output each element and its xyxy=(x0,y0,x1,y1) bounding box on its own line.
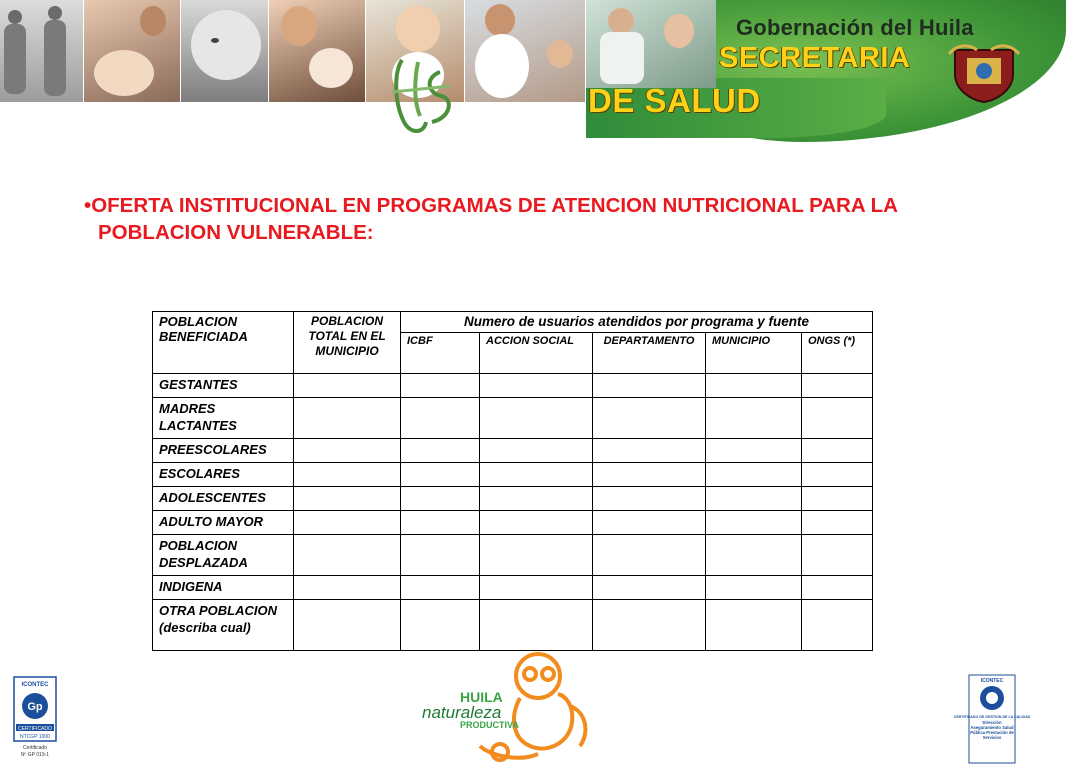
banner-photo xyxy=(586,0,716,88)
table-cell xyxy=(802,374,873,398)
cert-left-cert: Certificado xyxy=(23,745,47,751)
population-table xyxy=(152,311,873,651)
cert-left-label: CERTIFICADO xyxy=(18,726,52,732)
table-row xyxy=(153,511,873,535)
header-poblacion-beneficiada: POBLACION BENEFICIADA xyxy=(153,312,294,374)
table-cell xyxy=(706,398,802,439)
table-cell xyxy=(294,576,401,600)
huila-logo-line2: naturaleza xyxy=(422,703,502,722)
row-label: ADULTO MAYOR xyxy=(153,511,294,535)
cert-right-detail: Dirección Aseguramiento Salud Pública Prestación de Servicios xyxy=(970,720,1014,740)
row-label: ADOLESCENTES xyxy=(153,487,294,511)
subheader-departamento: DEPARTAMENTO xyxy=(593,333,706,374)
row-label: MADRES LACTANTES xyxy=(153,398,294,439)
table-cell xyxy=(802,600,873,651)
table-cell xyxy=(706,576,802,600)
banner-gobernacion-text: Gobernación del Huila xyxy=(736,15,974,40)
table-cell xyxy=(480,511,593,535)
cert-left-brand: ICONTEC xyxy=(21,682,49,688)
table-row xyxy=(153,535,873,576)
cert-right-label: CERTIFICADO DE GESTION DE LA CALIDAD xyxy=(953,715,1031,719)
subheader-ongs: ONGS (*) xyxy=(802,333,873,374)
table-cell xyxy=(802,511,873,535)
heading-line-1: OFERTA INSTITUCIONAL EN PROGRAMAS DE ATENCION NUTRICIONAL PARA LA xyxy=(91,194,898,217)
heading-bullet: • xyxy=(84,194,92,217)
cert-left-code: NTCGP 1000 xyxy=(20,734,50,740)
table-cell xyxy=(294,439,401,463)
table-cell xyxy=(802,463,873,487)
table-cell xyxy=(480,535,593,576)
table-cell xyxy=(706,374,802,398)
table-cell xyxy=(593,439,706,463)
table-cell xyxy=(294,535,401,576)
coat-of-arms-icon xyxy=(947,40,1021,104)
table-cell xyxy=(480,374,593,398)
table-cell xyxy=(401,439,480,463)
table-cell xyxy=(593,600,706,651)
table-cell xyxy=(706,487,802,511)
table-row xyxy=(153,600,873,651)
row-label: INDIGENA xyxy=(153,576,294,600)
table-cell xyxy=(294,487,401,511)
heading-line-2: POBLACION VULNERABLE: xyxy=(98,221,374,244)
cert-left-num: Nº GP 019-1 xyxy=(20,752,50,758)
table-cell xyxy=(401,576,480,600)
header-photo-nurse xyxy=(465,0,585,102)
row-label: GESTANTES xyxy=(153,374,294,398)
header-usuarios-atendidos: Numero de usuarios atendidos por programa y fuente xyxy=(401,312,873,333)
huila-logo-line1: HUILA xyxy=(460,689,503,705)
table-cell xyxy=(802,398,873,439)
table-cell xyxy=(706,511,802,535)
svg-text:Gp: Gp xyxy=(27,701,43,713)
table-cell xyxy=(401,511,480,535)
table-cell xyxy=(706,463,802,487)
cert-right-brand: ICONTEC xyxy=(980,678,1004,684)
table-cell xyxy=(593,487,706,511)
table-row xyxy=(153,374,873,398)
row-label: PREESCOLARES xyxy=(153,439,294,463)
table-row xyxy=(153,576,873,600)
table-cell xyxy=(401,600,480,651)
table-cell xyxy=(593,463,706,487)
table-cell xyxy=(401,398,480,439)
table-cell xyxy=(294,600,401,651)
table-cell xyxy=(802,487,873,511)
banner-salud-text: DE SALUD xyxy=(588,82,761,119)
table-row xyxy=(153,439,873,463)
huila-logo-line3: PRODUCTIVA xyxy=(460,720,519,730)
table-row xyxy=(153,463,873,487)
subheader-municipio: MUNICIPIO xyxy=(706,333,802,374)
table-cell xyxy=(706,600,802,651)
table-cell xyxy=(593,398,706,439)
header-poblacion-total: POBLACION TOTAL EN EL MUNICIPIO xyxy=(294,312,401,374)
table-cell xyxy=(401,463,480,487)
table-cell xyxy=(802,439,873,463)
table-cell xyxy=(706,535,802,576)
hs-logo-icon xyxy=(384,52,458,138)
table-cell xyxy=(593,374,706,398)
table-cell xyxy=(706,439,802,463)
table-cell xyxy=(401,535,480,576)
header-photo-pregnant xyxy=(84,0,180,102)
table-cell xyxy=(480,487,593,511)
table-row xyxy=(153,398,873,439)
gobernacion-banner xyxy=(586,0,1024,142)
table-cell xyxy=(294,511,401,535)
table-cell xyxy=(401,374,480,398)
header-photo-silhouettes xyxy=(0,0,83,102)
table-cell xyxy=(593,576,706,600)
table-cell xyxy=(480,439,593,463)
table-cell xyxy=(401,487,480,511)
row-label: OTRA POBLACION (describa cual) xyxy=(153,600,294,651)
table-row xyxy=(153,487,873,511)
row-label: ESCOLARES xyxy=(153,463,294,487)
subheader-accion-social: ACCION SOCIAL xyxy=(480,333,593,374)
subheader-icbf: ICBF xyxy=(401,333,480,374)
table-cell xyxy=(480,463,593,487)
icontec-ntcgp-logo xyxy=(13,676,57,758)
header-photo-baby xyxy=(181,0,268,102)
table-cell xyxy=(593,535,706,576)
row-label: POBLACION DESPLAZADA xyxy=(153,535,294,576)
table-cell xyxy=(294,374,401,398)
huila-naturaleza-logo xyxy=(420,646,598,768)
table-cell xyxy=(480,600,593,651)
table-cell xyxy=(480,576,593,600)
table-cell xyxy=(294,463,401,487)
table-cell xyxy=(593,511,706,535)
header-photo-mother-child xyxy=(269,0,365,102)
table-cell xyxy=(802,535,873,576)
page-heading xyxy=(84,192,1024,246)
table-cell xyxy=(480,398,593,439)
table-cell xyxy=(294,398,401,439)
banner-secretaria-text: SECRETARIA xyxy=(719,42,911,74)
icontec-calidad-logo xyxy=(953,674,1031,764)
table-cell xyxy=(802,576,873,600)
